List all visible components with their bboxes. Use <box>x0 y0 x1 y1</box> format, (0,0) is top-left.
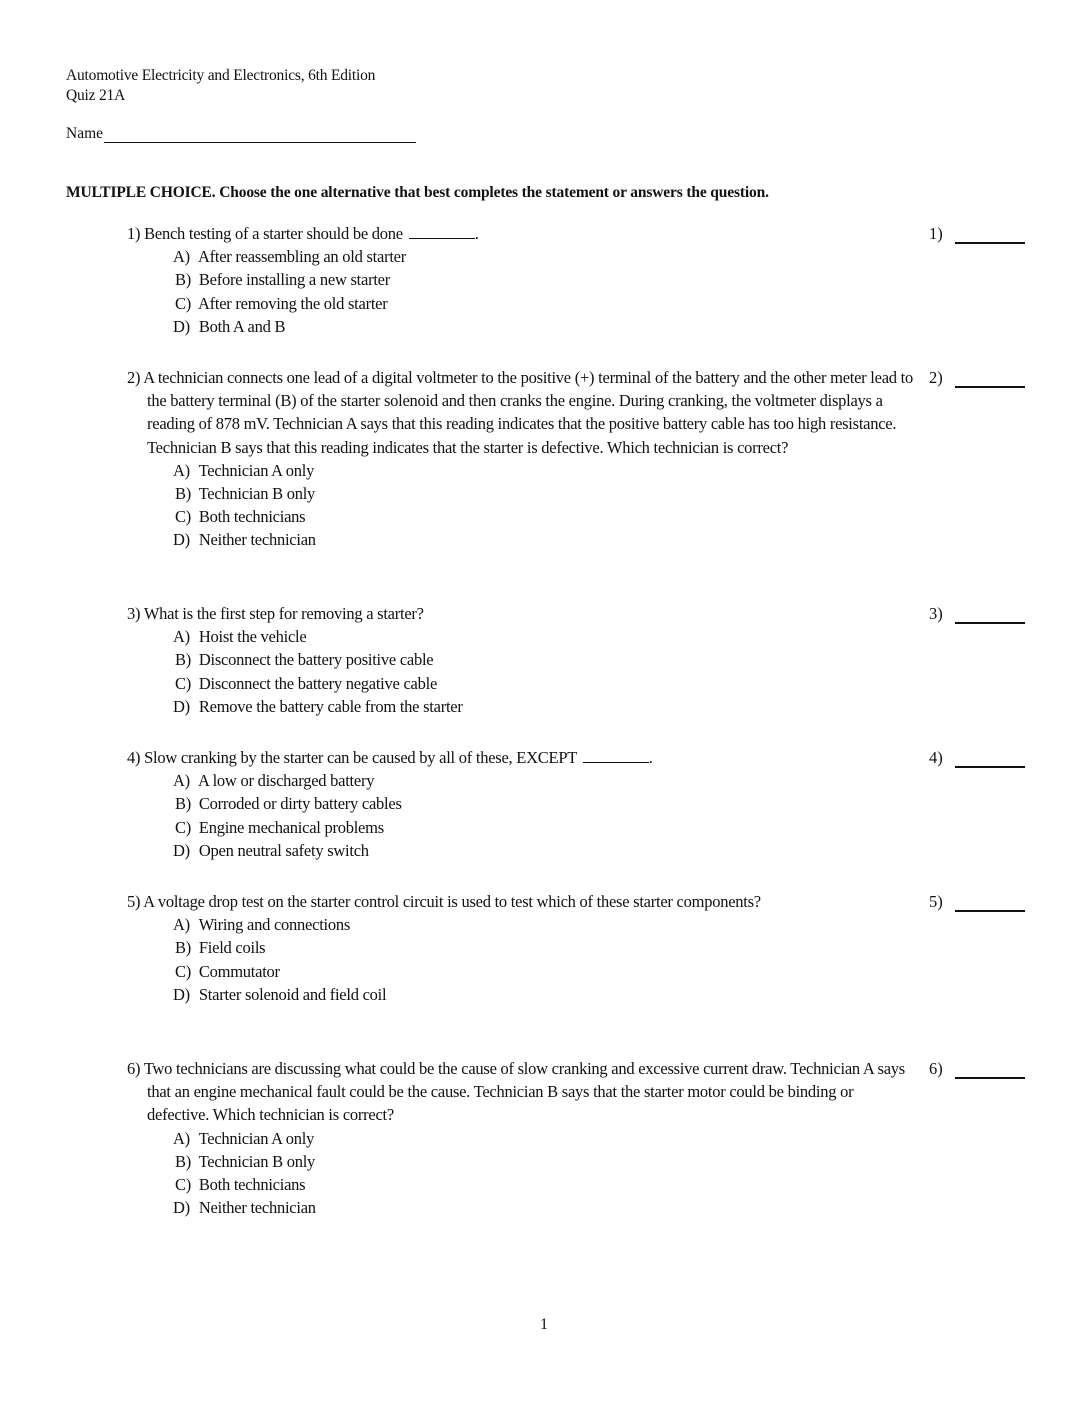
answer-line[interactable] <box>955 750 1025 768</box>
answer-slot-6 <box>929 1059 1025 1079</box>
option-text: Field coils <box>198 938 266 958</box>
options-list <box>173 459 917 552</box>
document-header <box>66 66 375 106</box>
option-text: Technician A only <box>198 1128 315 1148</box>
option-letter: A) <box>173 771 190 791</box>
option-letter: D) <box>173 696 190 716</box>
option-text: Technician B only <box>198 484 316 504</box>
question-3 <box>127 602 917 718</box>
option-letter: D) <box>173 984 190 1004</box>
answer-label: 5) <box>929 892 943 911</box>
answer-label: 3) <box>929 604 943 623</box>
answer-slot-2 <box>929 368 1025 388</box>
option-letter: C) <box>175 507 191 527</box>
question-stem: 1) Bench testing of a starter should be done . <box>127 224 479 243</box>
option-d[interactable] <box>173 528 917 551</box>
answer-line[interactable] <box>955 1061 1025 1079</box>
options-list <box>173 1127 917 1220</box>
question-stem <box>127 1057 917 1127</box>
quiz-title: Quiz 21A <box>66 87 126 104</box>
option-letter: B) <box>175 794 191 814</box>
option-text: After reassembling an old starter <box>197 247 406 267</box>
answer-line[interactable] <box>955 226 1025 244</box>
option-text: Disconnect the battery negative cable <box>198 673 438 693</box>
option-b[interactable] <box>173 936 917 959</box>
option-letter: B) <box>175 650 191 670</box>
option-letter: B) <box>175 484 191 504</box>
answer-slot-1 <box>929 224 1025 244</box>
option-letter: C) <box>175 961 191 981</box>
option-text: Commutator <box>198 961 280 981</box>
option-a[interactable] <box>173 245 917 268</box>
option-letter: D) <box>173 1198 190 1218</box>
instructions: MULTIPLE CHOICE. Choose the one alternative that best completes the statement or answers the question. <box>66 184 769 201</box>
answer-slot-3 <box>929 604 1025 624</box>
question-stem: 4) Slow cranking by the starter can be caused by all of these, EXCEPT . <box>127 748 653 767</box>
option-letter: A) <box>173 627 190 647</box>
question-number: 1) <box>127 224 141 243</box>
option-text: Both A and B <box>198 316 286 336</box>
option-text: Technician A only <box>198 460 315 480</box>
answer-line[interactable] <box>955 370 1025 388</box>
option-text: Wiring and connections <box>198 915 351 935</box>
option-text: Both technicians <box>198 507 306 527</box>
question-2 <box>127 366 917 552</box>
option-text: Hoist the vehicle <box>198 627 307 647</box>
option-letter: C) <box>175 817 191 837</box>
option-a[interactable] <box>173 1127 917 1150</box>
option-letter: A) <box>173 915 190 935</box>
question-text: Slow cranking by the starter can be caused by all of these, EXCEPT <box>144 748 577 767</box>
question-text: What is the first step for removing a starter? <box>143 604 424 623</box>
option-letter: C) <box>175 293 191 313</box>
fill-in-blank <box>583 748 649 763</box>
question-4 <box>127 746 917 862</box>
option-text: Technician B only <box>198 1151 316 1171</box>
book-title: Automotive Electricity and Electronics, 6th Edition <box>66 67 376 84</box>
answer-slot-4 <box>929 748 1025 768</box>
answer-line[interactable] <box>955 894 1025 912</box>
option-letter: A) <box>173 1128 190 1148</box>
fill-in-blank <box>409 224 475 239</box>
options-list <box>173 625 917 718</box>
option-b[interactable] <box>173 792 917 815</box>
option-text: Neither technician <box>198 530 316 550</box>
option-b[interactable] <box>173 1150 917 1173</box>
option-letter: A) <box>173 247 190 267</box>
option-a[interactable] <box>173 769 917 792</box>
question-number: 6) <box>127 1059 141 1078</box>
option-letter: C) <box>175 1175 191 1195</box>
option-d[interactable] <box>173 1196 917 1219</box>
answer-slot-5 <box>929 892 1025 912</box>
question-1 <box>127 222 917 338</box>
option-b[interactable] <box>173 268 917 291</box>
name-field <box>66 125 416 143</box>
option-c[interactable] <box>173 1173 917 1196</box>
answer-label: 2) <box>929 368 943 387</box>
question-text: Bench testing of a starter should be done <box>144 224 403 243</box>
option-a[interactable] <box>173 459 917 482</box>
page-number: 1 <box>540 1316 548 1333</box>
option-text: Before installing a new starter <box>198 270 390 290</box>
name-label: Name <box>66 125 104 142</box>
options-list <box>173 769 917 862</box>
option-b[interactable] <box>173 648 917 671</box>
options-list <box>173 913 917 1006</box>
question-number: 5) <box>127 892 141 911</box>
option-text: Open neutral safety switch <box>198 840 369 860</box>
option-c[interactable] <box>173 292 917 315</box>
option-letter: D) <box>173 316 190 336</box>
answer-line[interactable] <box>955 606 1025 624</box>
option-b[interactable] <box>173 482 917 505</box>
question-text: A technician connects one lead of a digital voltmeter to the positive (+) terminal of the battery and the other meter lead to the battery terminal (B) of the starter solenoid and then cranks the engine. During cranking, the voltmeter displays a reading of 878 mV. Technician A says that this reading indicates that the positive battery cable has too high resistance. Technician B says that this reading indicates that the starter is defective. Which technician is correct? <box>143 368 913 457</box>
option-a[interactable] <box>173 913 917 936</box>
option-d[interactable] <box>173 839 917 862</box>
question-number: 2) <box>127 368 141 387</box>
question-number: 3) <box>127 604 141 623</box>
option-d[interactable] <box>173 983 917 1006</box>
answer-label: 1) <box>929 224 943 243</box>
question-6 <box>127 1057 917 1219</box>
question-text: A voltage drop test on the starter control circuit is used to test which of these starter components? <box>143 892 761 911</box>
option-letter: A) <box>173 460 190 480</box>
option-letter: C) <box>175 673 191 693</box>
question-stem <box>127 890 917 913</box>
option-letter: B) <box>175 938 191 958</box>
option-c[interactable] <box>173 816 917 839</box>
option-c[interactable] <box>173 960 917 983</box>
question-text: Two technicians are discussing what could be the cause of slow cranking and excessive current draw. Technician A says that an engine mechanical fault could be the cause. Technician B says that the starter motor could be binding or defective. Which technician is correct? <box>143 1059 905 1125</box>
option-text: A low or discharged battery <box>197 771 375 791</box>
option-letter: B) <box>175 1151 191 1171</box>
option-letter: D) <box>173 840 190 860</box>
question-stem <box>127 602 917 625</box>
option-d[interactable] <box>173 315 917 338</box>
option-d[interactable] <box>173 695 917 718</box>
option-a[interactable] <box>173 625 917 648</box>
option-text: Disconnect the battery positive cable <box>198 650 434 670</box>
option-text: Corroded or dirty battery cables <box>198 794 402 814</box>
option-letter: D) <box>173 530 190 550</box>
question-stem <box>127 366 917 459</box>
option-text: After removing the old starter <box>197 293 388 313</box>
answer-label: 6) <box>929 1059 943 1078</box>
option-text: Starter solenoid and field coil <box>198 984 387 1004</box>
option-text: Both technicians <box>198 1175 306 1195</box>
question-5 <box>127 890 917 1006</box>
question-number: 4) <box>127 748 141 767</box>
option-c[interactable] <box>173 505 917 528</box>
option-text: Remove the battery cable from the starter <box>198 696 463 716</box>
name-input-line[interactable] <box>104 125 416 143</box>
option-letter: B) <box>175 270 191 290</box>
option-text: Neither technician <box>198 1198 316 1218</box>
option-c[interactable] <box>173 672 917 695</box>
option-text: Engine mechanical problems <box>198 817 384 837</box>
options-list <box>173 245 917 338</box>
answer-label: 4) <box>929 748 943 767</box>
